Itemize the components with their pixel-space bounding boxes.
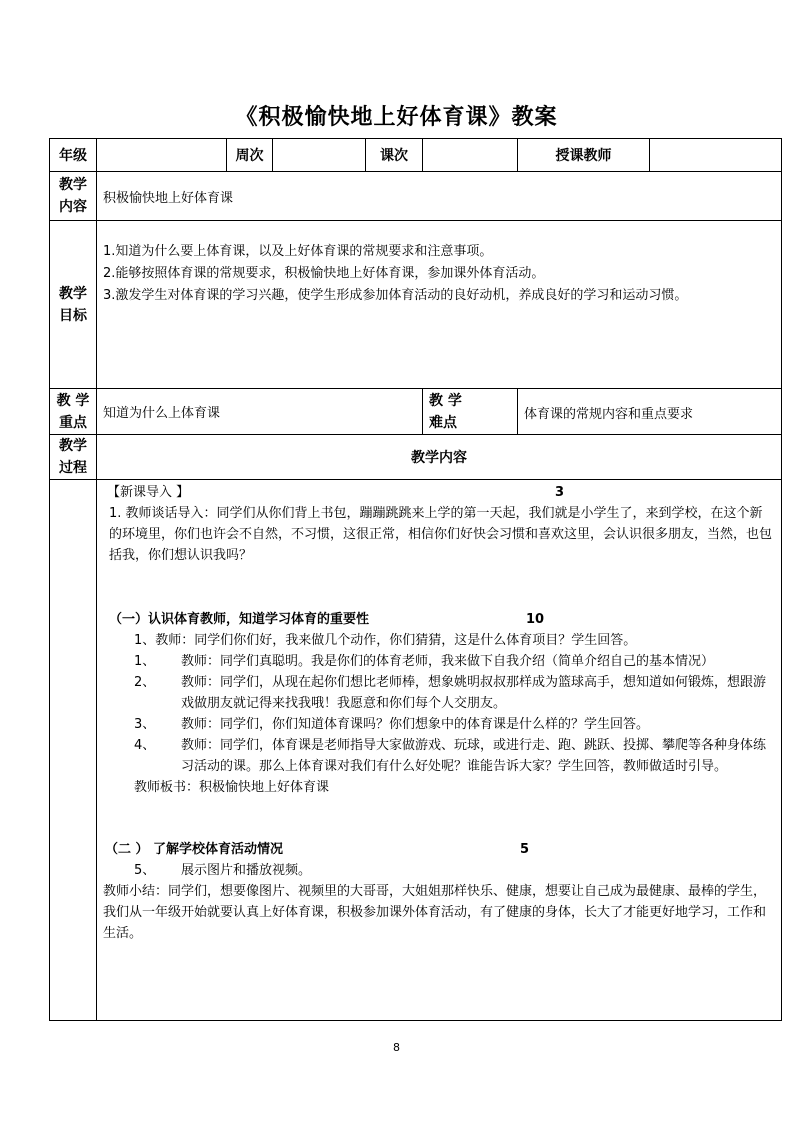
page-number: 8 [393,1041,400,1054]
header-row [50,139,782,172]
difficulty-label [423,389,518,435]
difficulty-label-line2: 难点 [429,414,457,431]
grade-value [97,139,227,172]
list-item [101,714,775,735]
process-header-row [50,435,782,480]
goals-row [50,221,782,389]
list-item-number: 5、 [134,863,156,878]
teacher-summary: 教师小结：同学们，想要像图片、视频里的大哥哥，大姐姐那样快乐、健康，想要让自己成为最健康、最棒的学生，我们从一年级开始就要认真上好体育课，积极参加课外体育活动，有了健康的身体，长大了才能更好地学习，工作和生活。 [103,884,767,941]
list-item-text: 展示图片和播放视频。 [181,863,312,878]
list-item-number: 3、 [134,717,156,732]
intro-text: 1. 教师谈话导入：同学们从你们背上书包，蹦蹦跳跳来上学的第一天起，我们就是小学生了，来到学校，在这个新的环境里，你们也许会不自然，不习惯，这很正常，相信你们好快会习惯和喜欢这里，会认识很多朋友，当然，也包括我，你们想认识我吗？ [109,506,773,563]
spacer [101,798,775,839]
content-row [50,172,782,221]
list-item [101,651,775,672]
intro-minutes: 3 [555,485,565,500]
intro-heading [101,482,775,503]
goals-label-line2: 目标 [59,307,87,324]
section1-minutes: 10 [526,612,545,627]
list-item-text: 教师：同学们，你们知道体育课吗？你们想象中的体育课是什么样的？学生回答。 [181,717,650,732]
list-item [101,735,775,777]
goals-list [97,221,782,389]
process-label-line1: 教学 [59,438,87,454]
grade-label: 年级 [50,139,97,172]
process-column-header: 教学内容 [97,435,782,480]
goal-item: 3.激发学生对体育课的学习兴趣，使学生形成参加体育活动的良好动机，养成良好的学习和运动习惯。 [103,288,688,303]
lesson-plan-table [49,138,782,1021]
list-item-number: 1、 [134,654,156,669]
list-item [101,672,775,714]
key-point-label-line1: 教 学 [56,392,90,409]
process-label [50,435,97,480]
section2-minutes: 5 [520,842,530,857]
section1-title: （一）认识体育教师，知道学习体育的重要性 [109,612,370,627]
content-label-line2: 内容 [59,199,87,215]
difficulty-value: 体育课的常规内容和重点要求 [518,389,782,435]
list-item-text: 教师：同学们真聪明。我是你们的体育老师，我来做下自我介绍（简单介绍自己的基本情况） [181,654,715,669]
week-value [273,139,366,172]
spacer [101,566,775,609]
process-label-line2: 过程 [59,460,87,476]
process-content [97,480,782,1021]
goals-label [50,221,97,389]
teacher-value [650,139,782,172]
content-value: 积极愉快地上好体育课 [97,172,782,221]
section2-title: （二 ） 了解学校体育活动情况 [105,842,284,857]
section1-heading [101,609,775,630]
section1-line0: 1、教师：同学们你们好，我来做几个动作，你们猜猜，这是什么体育项目？学生回答。 [134,633,637,648]
key-point-label [50,389,97,435]
key-point-label-line2: 重点 [59,414,87,431]
board-note: 教师板书：积极愉快地上好体育课 [134,780,330,795]
week-label: 周次 [227,139,273,172]
list-item-number: 4、 [134,738,156,753]
lesson-label: 课次 [366,139,423,172]
teacher-label: 授课教师 [518,139,650,172]
goal-item: 2.能够按照体育课的常规要求，积极愉快地上好体育课，参加课外体育活动。 [103,266,545,281]
process-side-cell [50,480,97,1021]
key-point-value: 知道为什么上体育课 [97,389,423,435]
list-item-number: 2、 [134,675,156,690]
document-title: 《积极愉快地上好体育课》教案 [235,104,558,130]
content-label-line1: 教学 [59,177,87,193]
section2-heading [101,839,775,860]
list-item [101,860,775,881]
focus-row [50,389,782,435]
list-item-text: 教师：同学们，从现在起你们想比老师棒，想象姚明叔叔那样成为篮球高手，想知道如何锻炼，想跟游戏做朋友就记得来找我哦！我愿意和你们每个人交朋友。 [181,675,767,711]
difficulty-label-line1: 教 学 [429,392,462,409]
list-item-text: 教师：同学们，体育课是老师指导大家做游戏、玩球，或进行走、跑、跳跃、投掷、攀爬等各种身体练习活动的课。那么上体育课对我们有什么好处呢？谁能告诉大家？学生回答，教师做适时引导。 [181,738,767,774]
content-label [50,172,97,221]
lesson-value [423,139,518,172]
process-body-row [50,480,782,1021]
intro-title: 【新课导入 】 [107,485,190,500]
goal-item: 1.知道为什么要上体育课，以及上好体育课的常规要求和注意事项。 [103,244,493,259]
goals-label-line1: 教学 [59,285,87,302]
